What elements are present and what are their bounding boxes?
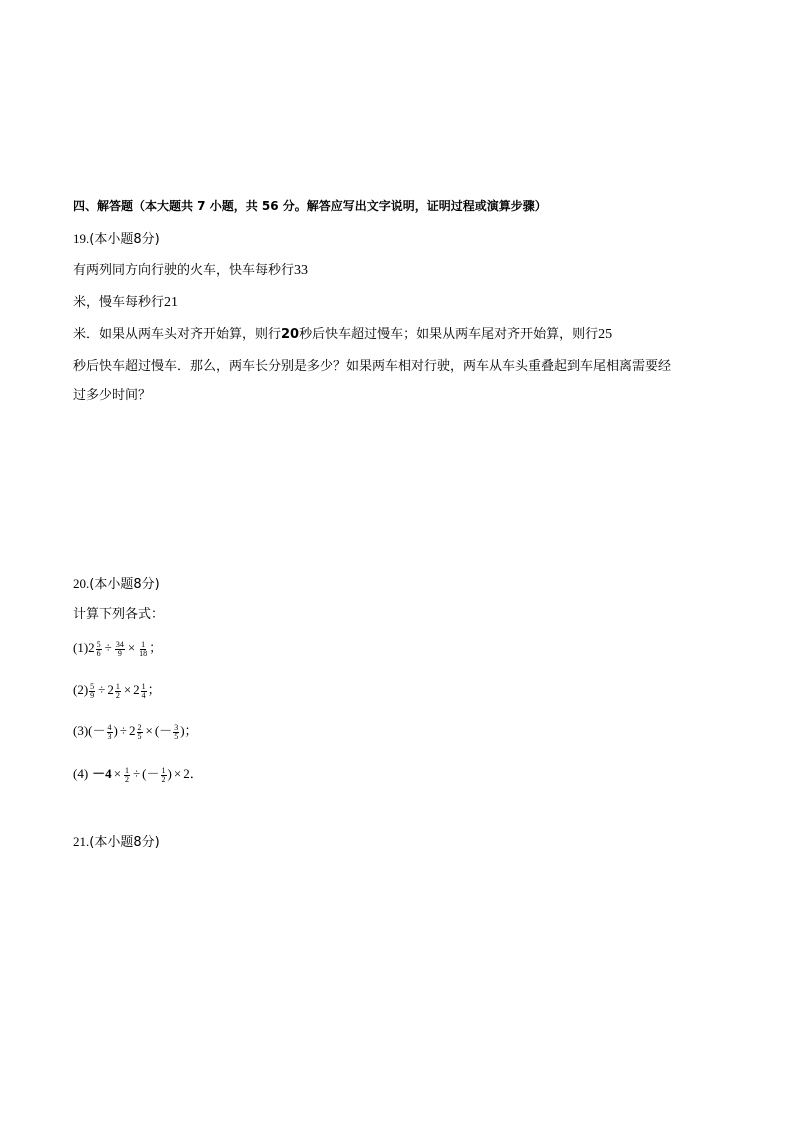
q19-line1 <box>73 262 308 280</box>
part3-label: (3) <box>73 723 89 738</box>
q19-text3a: 米．如果从两车头对齐开始算，则行 <box>73 327 282 342</box>
frac-numerator: 4 <box>107 722 112 732</box>
frac-numerator: 34 <box>115 639 124 649</box>
frac-denominator: 3 <box>107 731 112 741</box>
q20-part4 <box>73 763 203 785</box>
frac-numerator: 3 <box>174 722 179 732</box>
op-divide: ÷ <box>98 682 106 697</box>
part1-frac3 <box>138 641 148 658</box>
part3-frac3 <box>173 724 179 741</box>
op-multiply: × <box>145 723 153 738</box>
section-title: 四、解答题（本大题共 7 小题，共 56 分。解答应写出文字说明，证明过程或演算步骤） <box>73 199 547 213</box>
q20-points: (本小题8分) <box>89 577 160 592</box>
op-divide: ÷ <box>133 766 141 781</box>
q21-number: 21. <box>73 834 90 849</box>
frac-denominator: 2 <box>125 774 130 784</box>
frac-denominator: 6 <box>96 648 101 658</box>
part3-end: ； <box>184 723 198 738</box>
frac-denominator: 2 <box>161 774 166 784</box>
part1-frac1 <box>96 641 102 658</box>
frac-denominator: 9 <box>117 648 122 658</box>
part2-frac2 <box>115 683 121 700</box>
part4-label: (4) <box>73 766 89 781</box>
part4-frac1 <box>124 767 130 784</box>
q19-text1: 有两列同方向行驶的火车，快车每秒行 <box>73 263 295 278</box>
q19-text3c: 秒后快车超过慢车；如果从两车尾对齐开始算，则行 <box>299 327 599 342</box>
op-divide: ÷ <box>104 640 112 655</box>
q19-header <box>73 230 160 249</box>
q19-value-fast: 33 <box>294 263 309 278</box>
op-multiply: × <box>127 640 136 655</box>
frac-numerator: 1 <box>161 765 166 775</box>
q19-line4: 秒后快车超过慢车．那么，两车长分别是多少？如果两车相对行驶，两车从车头重叠起到车尾相离需要经 <box>73 359 672 374</box>
q20-intro: 计算下列各式： <box>73 607 165 622</box>
part1-end: ； <box>149 640 163 655</box>
q19-text2: 米，慢车每秒行 <box>73 295 165 310</box>
part2-label: (2) <box>73 682 89 697</box>
q20-number: 20. <box>73 576 90 591</box>
part2-whole2: 2 <box>107 682 114 697</box>
frac-numerator: 1 <box>115 681 120 691</box>
op-multiply: × <box>123 682 132 697</box>
q20-part3 <box>73 720 198 742</box>
frac-numerator: 1 <box>141 681 146 691</box>
q20-part2 <box>73 679 161 701</box>
frac-numerator: 2 <box>137 722 142 732</box>
q19-line3 <box>73 326 612 344</box>
part3-open2: (－ <box>154 723 173 738</box>
q19-line5: 过多少时间？ <box>73 388 152 403</box>
part2-whole3: 2 <box>133 682 140 697</box>
part3-whole2: 2 <box>129 723 136 738</box>
frac-denominator: 4 <box>141 690 146 700</box>
part3-frac1 <box>107 724 113 741</box>
part2-frac3 <box>141 683 147 700</box>
q21-header <box>73 833 160 852</box>
part4-close: ) <box>167 766 172 781</box>
part3-close2: ) <box>180 723 185 738</box>
frac-denominator: 5 <box>137 731 142 741</box>
q19-value-tail: 25 <box>598 327 613 342</box>
part4-lead: －4 <box>92 766 112 781</box>
op-divide: ÷ <box>119 723 127 738</box>
frac-denominator: 5 <box>174 731 179 741</box>
q21-points: (本小题8分) <box>89 835 160 850</box>
q19-line2 <box>73 294 178 312</box>
frac-numerator: 5 <box>96 639 101 649</box>
part1-frac2 <box>115 641 125 658</box>
frac-numerator: 5 <box>90 681 95 691</box>
q19-value-head: 20 <box>281 327 300 342</box>
q20-part1 <box>73 637 162 659</box>
part4-frac2 <box>161 767 167 784</box>
op-multiply: × <box>173 766 182 781</box>
frac-denominator: 18 <box>139 648 148 658</box>
part4-open: (－ <box>142 766 160 781</box>
q19-number: 19. <box>73 231 90 246</box>
q19-points: (本小题8分) <box>89 232 160 247</box>
part2-end: ； <box>147 682 161 697</box>
frac-numerator: 1 <box>125 765 130 775</box>
frac-denominator: 2 <box>115 690 120 700</box>
part4-tail: 2． <box>183 766 203 781</box>
q20-header <box>73 575 160 594</box>
frac-numerator: 1 <box>141 639 146 649</box>
part3-close1: ) <box>113 723 118 738</box>
part1-label: (1) <box>73 640 89 655</box>
part3-frac2 <box>137 724 143 741</box>
op-multiply: × <box>113 766 122 781</box>
frac-denominator: 9 <box>90 690 95 700</box>
part2-frac1 <box>89 683 95 700</box>
part1-whole: 2 <box>88 640 95 655</box>
q19-value-slow: 21 <box>164 295 179 310</box>
part3-open1: (－ <box>88 723 106 738</box>
